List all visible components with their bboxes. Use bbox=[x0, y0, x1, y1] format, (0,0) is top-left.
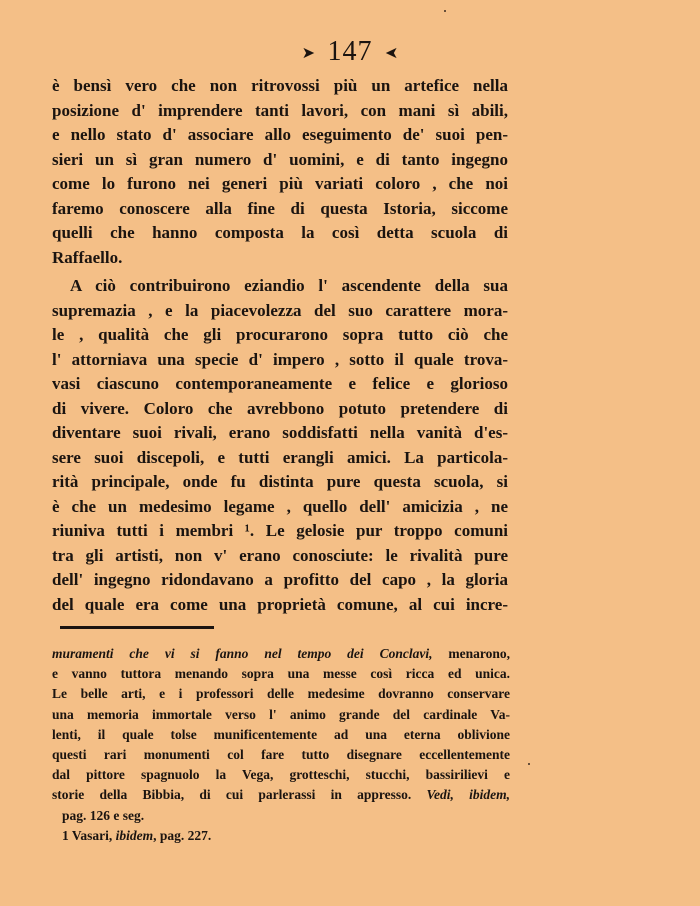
text-line: di vivere. Coloro che avrebbono potuto pretendere di bbox=[52, 398, 508, 418]
text-line: posizione d' imprendere tanti lavori, con mani sì abili, bbox=[52, 100, 508, 120]
ink-speck bbox=[528, 763, 530, 765]
text-line: vasi ciascuno contemporaneamente e felice e glorioso bbox=[52, 374, 508, 393]
text-line: del quale era come una proprietà comune, al cui incre- bbox=[52, 594, 508, 614]
footnote-italic: muramenti che vi si fanno nel tempo dei Conclavi, bbox=[52, 646, 433, 661]
ink-speck bbox=[444, 10, 446, 12]
footnote-1-italic: ibidem bbox=[115, 827, 154, 843]
text-line: dell' ingegno ridondavano a profitto del capo , la gloria bbox=[52, 570, 508, 589]
text-line: è che un medesimo legame , quello dell' amicizia , ne bbox=[52, 496, 508, 516]
text-line: sere suoi discepoli, e tutti erangli amici. La particola- bbox=[52, 447, 508, 467]
page-number: 147 bbox=[327, 36, 373, 67]
footnote-line bbox=[52, 785, 510, 805]
footnotes bbox=[52, 644, 510, 846]
text-line: supremazia , e la piacevolezza del suo carattere mora- bbox=[52, 300, 508, 320]
right-ornament-icon: ➤ bbox=[385, 45, 399, 63]
main-text bbox=[52, 74, 508, 617]
footnote-line: dal pittore spagnuolo la Vega, grotteschi, stucchi, bassirilievi e bbox=[52, 767, 510, 783]
footnote-vedi: Vedi, ibidem, bbox=[426, 787, 510, 803]
text-line: tra gli artisti, non v' erano conosciute: le rivalità pure bbox=[52, 545, 508, 565]
footnote-1 bbox=[52, 826, 510, 846]
page-header bbox=[0, 36, 700, 70]
left-ornament-icon: ➤ bbox=[301, 45, 315, 63]
text-line: è bensì vero che non ritrovossi più un artefice nella bbox=[52, 76, 508, 95]
footnote-line: e vanno tuttora menando sopra una messe così ricca ed unica. bbox=[52, 666, 510, 682]
footnote-line: una memoria immortale verso l' animo grande del cardinale Va- bbox=[52, 706, 510, 722]
text-line: faremo conoscere alla fine di questa Istoria, siccome bbox=[52, 198, 508, 218]
text-line: e nello stato d' associare allo eseguimento de' suoi pen- bbox=[52, 125, 508, 144]
footnote-line: questi rari monumenti col fare tutto disegnare eccellentemente bbox=[52, 746, 510, 762]
footnote-line: pag. 126 e seg. bbox=[62, 807, 145, 823]
text-line: Raffaello. bbox=[52, 247, 123, 267]
text-line: diventare suoi rivali, erano soddisfatti nella vanità d'es- bbox=[52, 423, 508, 442]
footnote-line bbox=[52, 644, 510, 664]
text-line: le , qualità che gli procurarono sopra tutto ciò che bbox=[52, 325, 508, 344]
text-line: sieri un sì gran numero d' uomini, e di tanto ingegno bbox=[52, 149, 508, 169]
footnote-1-suffix: , pag. 227. bbox=[153, 827, 212, 843]
footnote-line: Le belle arti, e i professori delle medesime dovranno conservare bbox=[52, 686, 510, 702]
text-line: A ciò contribuirono eziandio l' ascendente della sua bbox=[70, 276, 508, 295]
footnote-1-prefix: 1 Vasari, bbox=[62, 827, 116, 843]
footnote-text: storie della Bibbia, di cui parlerassi in appresso. bbox=[52, 787, 412, 803]
footnote-line: lenti, il quale tolse munificentemente ad una eterna oblivione bbox=[52, 726, 510, 742]
text-line: rità principale, onde fu distinta pure questa scuola, si bbox=[52, 472, 508, 491]
text-line: riuniva tutti i membri ¹. Le gelosie pur troppo comuni bbox=[52, 521, 508, 540]
text-line: quelli che hanno composta la così detta scuola di bbox=[52, 223, 508, 242]
footnote-separator bbox=[60, 626, 214, 629]
text-line: come lo furono nei generi più variati coloro , che noi bbox=[52, 174, 508, 193]
text-line: l' attorniava una specie d' impero , sotto il quale trova- bbox=[52, 349, 508, 369]
footnote-text: menarono, bbox=[432, 646, 510, 661]
